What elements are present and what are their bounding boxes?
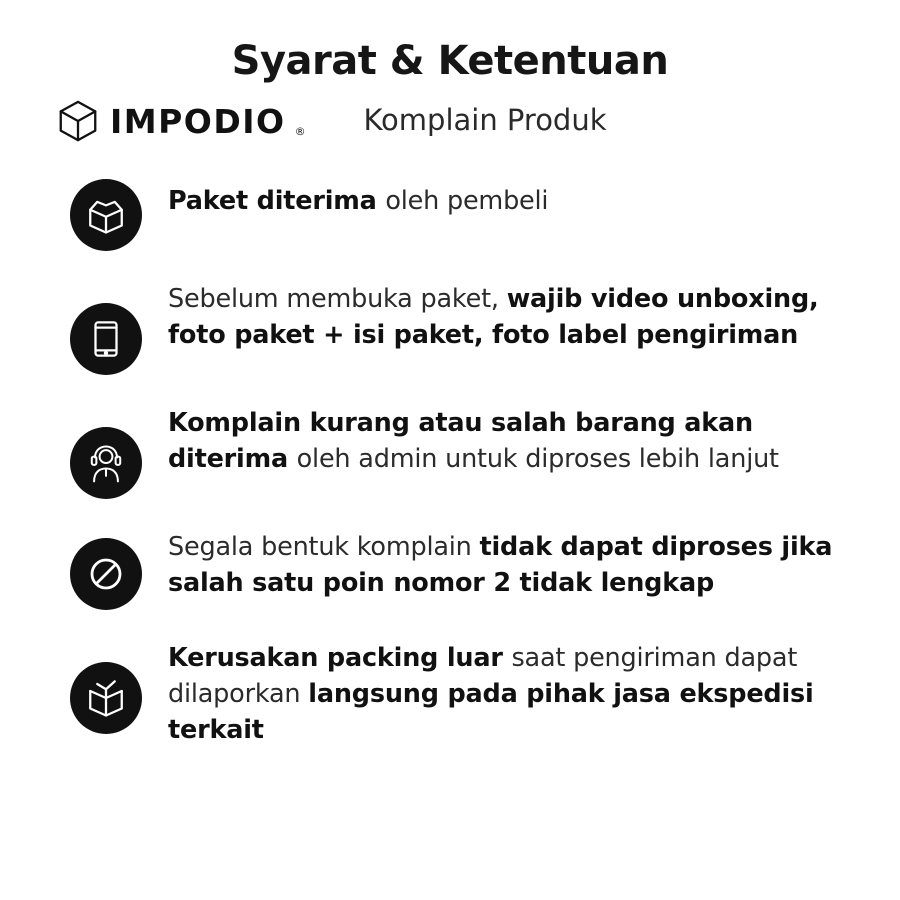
- page-title: Syarat & Ketentuan: [231, 38, 669, 84]
- list-item-text: Komplain kurang atau salah barang akan diterima oleh admin untuk diproses lebih lanjut: [168, 408, 779, 475]
- list-item-text: Paket diterima oleh pembeli: [168, 186, 549, 216]
- list-item-text: Kerusakan packing luar saat pengiriman dapat dilaporkan langsung pada pihak jasa ekspedisi terkait: [168, 643, 814, 746]
- prohibited-icon: [70, 538, 142, 610]
- brand-registered-mark: ®: [294, 125, 306, 138]
- brand-name: IMPODIO: [110, 101, 286, 141]
- open-box-icon: [70, 179, 142, 251]
- list-item: [70, 401, 860, 499]
- list-item-text: Segala bentuk komplain tidak dapat diproses jika salah satu poin nomor 2 tidak lengkap: [168, 532, 833, 599]
- list-item-text: Sebelum membuka paket, wajib video unboxing, foto paket + isi paket, foto label pengiriman: [168, 284, 819, 351]
- terms-list: [0, 179, 900, 749]
- cube-outline-icon: [55, 98, 101, 144]
- list-item: [70, 277, 860, 375]
- list-item: [70, 179, 860, 251]
- headset-support-icon: [70, 427, 142, 499]
- damaged-box-icon: [70, 662, 142, 734]
- list-item: [70, 636, 860, 749]
- brand-logo: [55, 98, 306, 144]
- tablet-icon: [70, 303, 142, 375]
- page-header: [0, 0, 900, 165]
- list-item: [70, 525, 860, 610]
- page-subtitle: Komplain Produk: [363, 103, 607, 137]
